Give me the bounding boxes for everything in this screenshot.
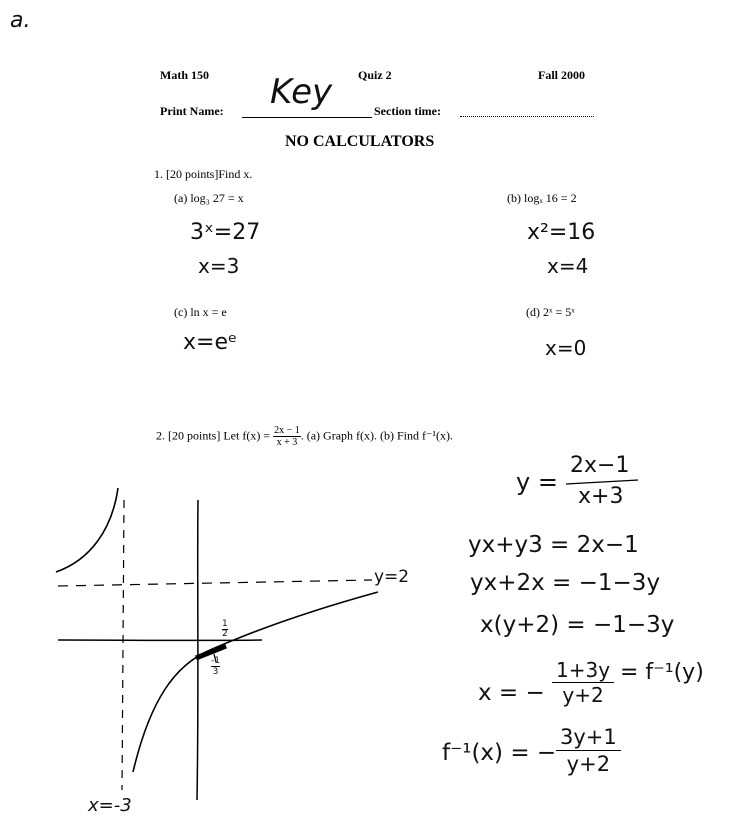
problem2-prompt-post: . (a) Graph f(x). (b) Find f⁻¹(x). (300, 428, 453, 443)
problem1-part-c-work1: x=eᵉ (183, 330, 238, 355)
problem1-part-d-label: (d) 2ˣ = 5ˣ (526, 305, 575, 319)
work-line1-num: 2x−1 (570, 453, 630, 478)
problem1-part-a-work2: x=3 (198, 254, 240, 278)
course-name: Math 150 (160, 68, 209, 82)
problem1-part-c-label: (c) ln x = e (174, 305, 227, 319)
problem2-prompt-pre: 2. [20 points] Let f(x) = (156, 428, 271, 443)
section-time-label: Section time: (374, 104, 441, 118)
corner-label: a. (10, 8, 31, 33)
work-line1-lhs: y = (516, 468, 558, 496)
y-intercept-label-num: -1 (211, 656, 220, 666)
work-line5-den: y+2 (562, 683, 604, 707)
x-intercept-label-num: 1 (222, 619, 228, 629)
print-name-label: Print Name: (160, 104, 224, 118)
x-intercept-label (222, 620, 228, 639)
x-intercept-label-den: 2 (222, 629, 228, 639)
work-line1-den: x+3 (578, 484, 624, 509)
problem1-part-d-work1: x=0 (545, 336, 587, 360)
horizontal-asymptote (58, 580, 372, 586)
work-line5-rhs: = f⁻¹(y) (620, 660, 704, 685)
horizontal-asymptote-label: y=2 (374, 567, 410, 587)
y-intercept-label-den: 3 (212, 667, 219, 677)
problem1-part-a-label: (a) log₃ 27 = x (174, 191, 244, 205)
y-intercept-label (211, 656, 220, 677)
work-line6-lhs: f⁻¹(x) = − (442, 740, 557, 766)
no-calculators-title: NO CALCULATORS (285, 133, 435, 150)
problem1-prompt: 1. [20 points]Find x. (154, 167, 253, 181)
vertical-asymptote (122, 500, 124, 790)
work-line6-fraction (556, 724, 621, 777)
work-line2: yx+y3 = 2x−1 (468, 532, 639, 558)
work-line5-num: 1+3y (552, 658, 614, 683)
quiz-title: Quiz 2 (358, 68, 392, 82)
name-handwritten: Key (270, 72, 333, 112)
problem2-fraction-den: x + 3 (276, 437, 298, 448)
work-line5-fraction (552, 658, 614, 707)
problem2-fraction-num: 2x − 1 (274, 425, 300, 436)
vertical-asymptote-label: x=-3 (88, 795, 132, 816)
work-line4: x(y+2) = −1−3y (480, 612, 675, 638)
problem1-part-b-work2: x=4 (547, 254, 589, 278)
problem1-part-b-label: (b) logₓ 16 = 2 (507, 191, 577, 205)
right-branch-curve (133, 592, 378, 772)
work-line5-lhs: x = − (478, 680, 545, 706)
left-branch-curve (56, 488, 118, 572)
work-line6-num: 3y+1 (556, 724, 621, 751)
y-axis (197, 500, 198, 800)
work-line3: yx+2x = −1−3y (470, 570, 661, 596)
term: Fall 2000 (538, 68, 585, 82)
problem1-part-a-work1: 3ˣ=27 (190, 220, 261, 245)
problem1-part-b-work1: x²=16 (527, 220, 596, 245)
work-line6-den: y+2 (566, 752, 611, 776)
